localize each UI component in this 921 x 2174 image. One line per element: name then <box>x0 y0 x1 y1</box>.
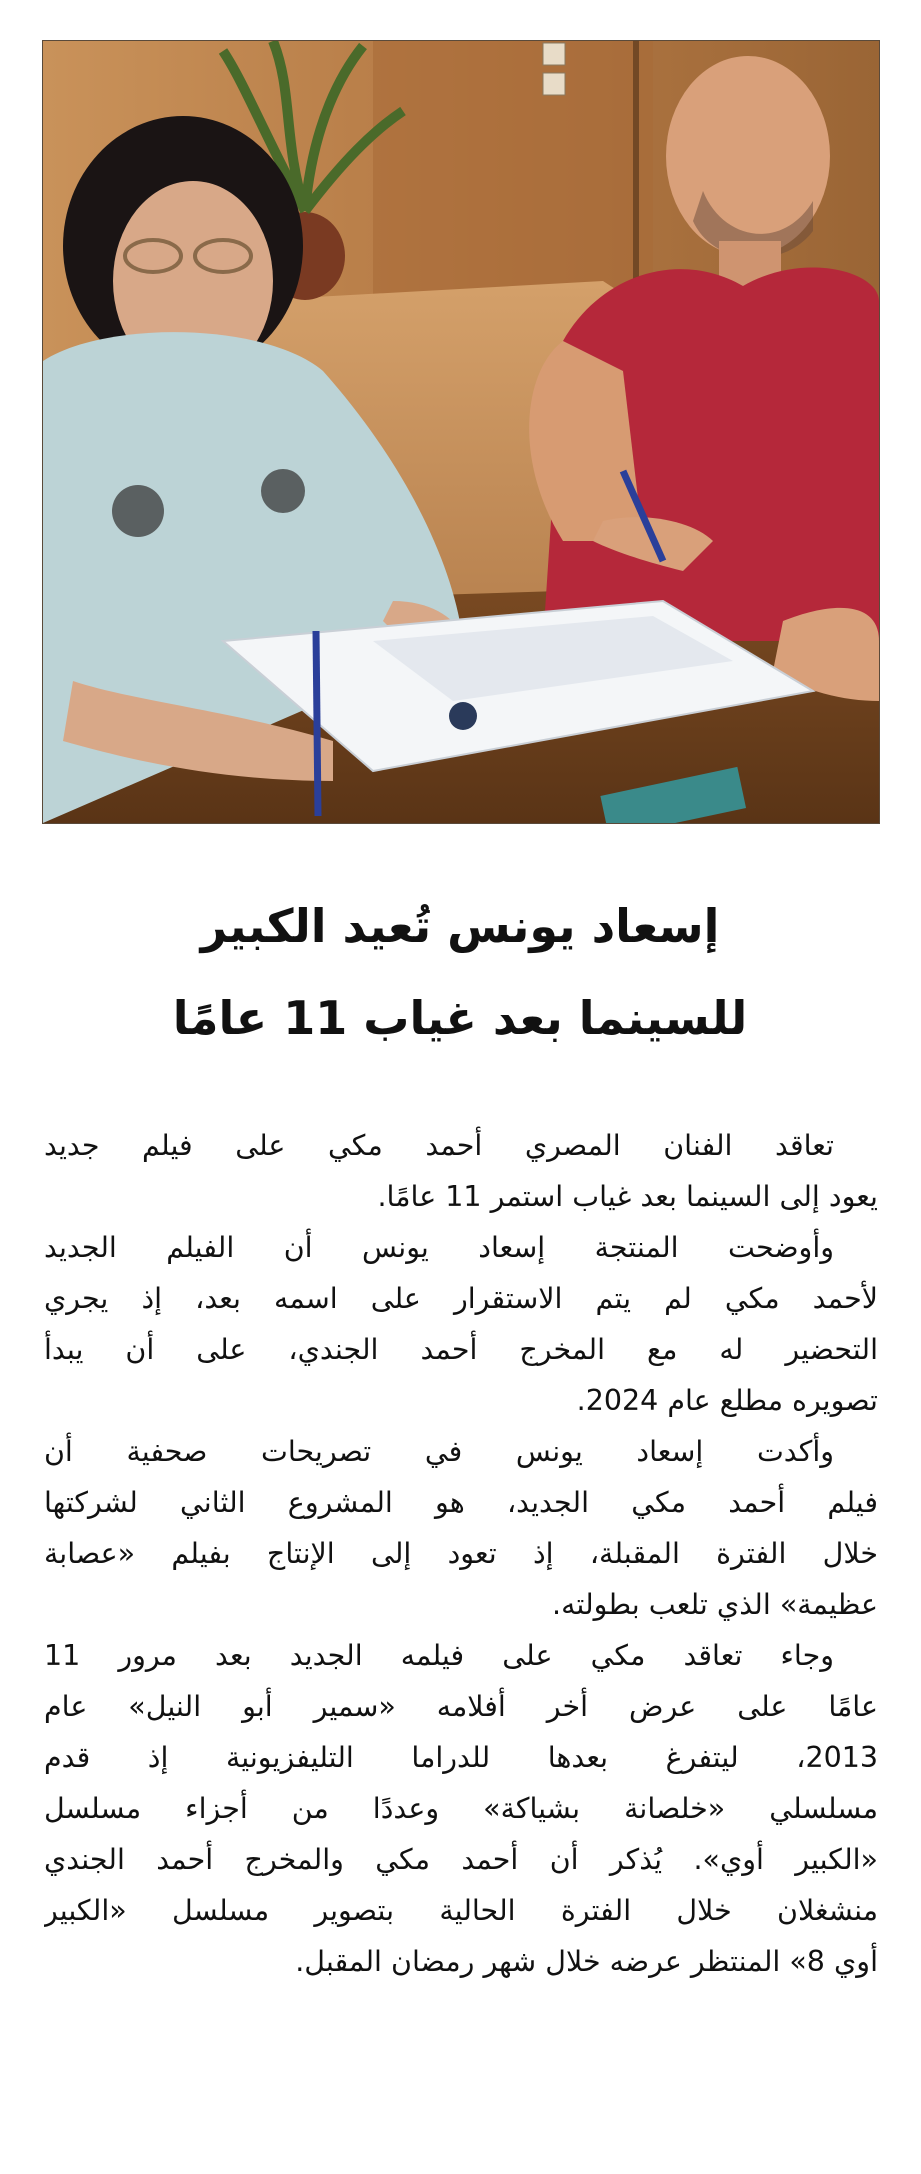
text-line: تصويره مطلع عام 2024. <box>576 1384 878 1417</box>
text-line: وأكدت إسعاد يونس في تصريحات صحفية أن <box>44 1435 834 1468</box>
text-line: منشغلان خلال الفترة الحالية بتصوير مسلسل «الكبير <box>44 1894 878 1927</box>
text-line: فيلم أحمد مكي الجديد، هو المشروع الثاني لشركتها <box>44 1486 878 1519</box>
paragraph-1 <box>44 1120 878 1222</box>
text-line: لأحمد مكي لم يتم الاستقرار على اسمه بعد، إذ يجري <box>44 1282 878 1315</box>
text-line: مسلسلي «خلصانة بشياكة» وعددًا من أجزاء مسلسل <box>44 1792 878 1825</box>
paragraph-3 <box>44 1426 878 1630</box>
text-line: تعاقد الفنان المصري أحمد مكي على فيلم جديد <box>44 1129 834 1162</box>
headline <box>40 880 880 1064</box>
text-line: وجاء تعاقد مكي على فيلمه الجديد بعد مرور 11 <box>44 1639 834 1672</box>
text-line: عظيمة» الذي تلعب بطولته. <box>552 1588 878 1621</box>
paragraph-2 <box>44 1222 878 1426</box>
text-line: يعود إلى السينما بعد غياب استمر 11 عامًا. <box>377 1180 878 1213</box>
text-line: «الكبير أوي». يُذكر أن أحمد مكي والمخرج أحمد الجندي <box>44 1843 878 1876</box>
text-line: أوي 8» المنتظر عرضه خلال شهر رمضان المقبل. <box>295 1945 878 1978</box>
text-line: خلال الفترة المقبلة، إذ تعود إلى الإنتاج بفيلم «عصابة <box>44 1537 878 1570</box>
text-line: 2013، ليتفرغ بعدها للدراما التليفزيونية إذ قدم <box>44 1741 878 1774</box>
text-line: وأوضحت المنتجة إسعاد يونس أن الفيلم الجديد <box>44 1231 834 1264</box>
text-line: التحضير له مع المخرج أحمد الجندي، على أن يبدأ <box>44 1333 878 1366</box>
article-body <box>44 1120 878 1987</box>
text-line: عامًا على عرض أخر أفلامه «سمير أبو النيل» عام <box>44 1690 878 1723</box>
paragraph-4 <box>44 1630 878 1987</box>
headline-line-2: للسينما بعد غياب 11 عامًا <box>172 991 748 1045</box>
article-photo <box>42 40 880 824</box>
contract-signing-photo <box>43 41 879 823</box>
headline-line-1: إسعاد يونس تُعيد الكبير <box>200 899 720 953</box>
